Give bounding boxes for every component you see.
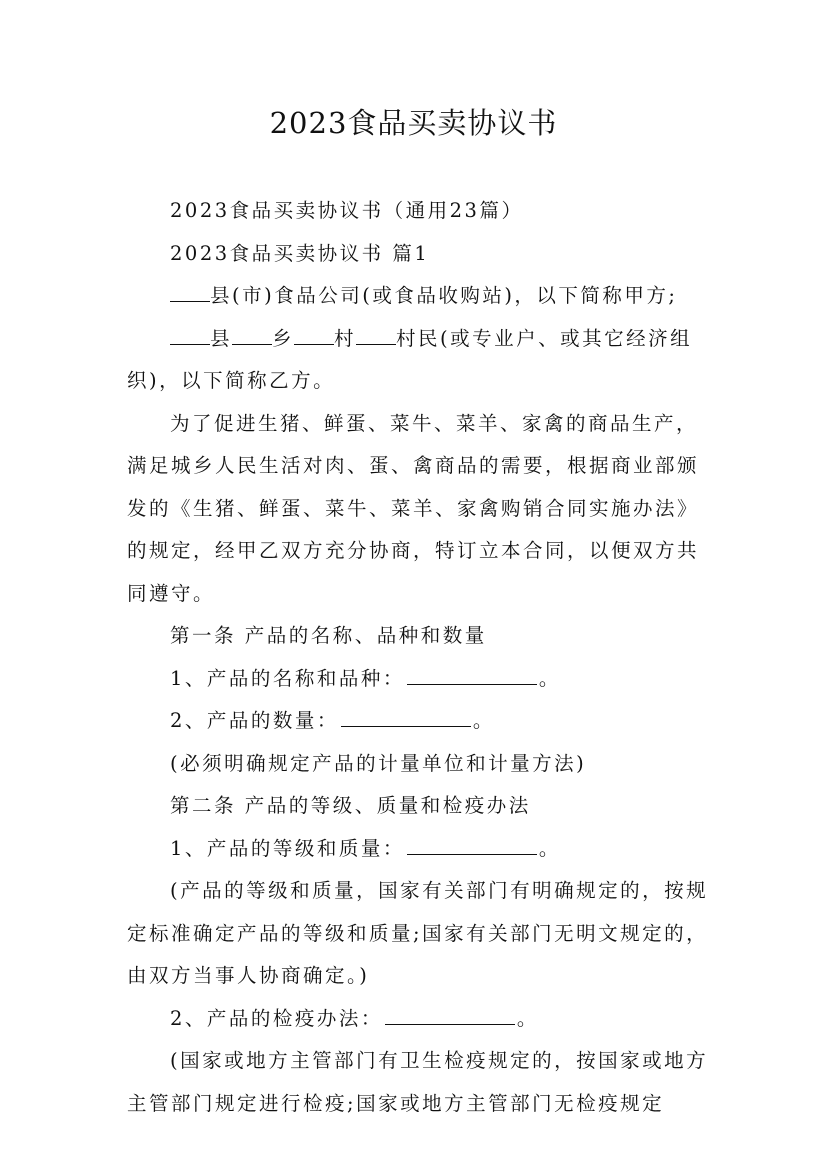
item-label: 2、产品的检疫办法：: [170, 1006, 383, 1030]
article-1-item-1: [127, 658, 717, 701]
period: 。: [472, 709, 495, 732]
article-1-note: (必须明确规定产品的计量单位和计量方法): [170, 751, 587, 775]
item-label: 2、产品的数量：: [170, 709, 339, 732]
party-b-village: 村: [334, 326, 357, 350]
article-2-heading: 第二条 产品的等级、质量和检疫办法: [170, 794, 531, 817]
party-b-text: 村民(或专业户、或其它经济组织)，以下简称乙方。: [127, 326, 693, 392]
period: 。: [538, 836, 561, 860]
blank-field: [407, 666, 537, 685]
blank-field: [294, 326, 334, 345]
part-heading: 2023食品买卖协议书 篇1: [170, 241, 430, 265]
article-1-item-2: [127, 700, 717, 743]
party-a-line: [127, 275, 717, 318]
party-b-line: [127, 318, 717, 403]
item-label: 1、产品的等级和质量：: [170, 836, 405, 860]
article-2-item-2: [127, 998, 717, 1041]
article-2-note-1: (产品的等级和质量，国家有关部门有明确规定的，按规定标准确定产品的等级和质量;国家有关部门无明文规定的，由双方当事人协商确定。): [127, 879, 709, 987]
blank-field: [356, 326, 396, 345]
party-b-county: 县: [210, 326, 233, 350]
article-1-heading: 第一条 产品的名称、品种和数量: [170, 624, 487, 647]
document-title: 2023食品买卖协议书: [269, 106, 558, 140]
blank-field: [341, 708, 471, 727]
document-body: [127, 190, 717, 1125]
party-a-text: 县(市)食品公司(或食品收购站)，以下简称甲方;: [210, 284, 678, 307]
period: 。: [516, 1006, 539, 1030]
article-2-note-2: (国家或地方主管部门有卫生检疫规定的，按国家或地方主管部门规定进行检疫;国家或地方主管部门无检疫规定: [127, 1049, 709, 1115]
subtitle-line: 2023食品买卖协议书（通用23篇）: [170, 199, 524, 222]
blank-field: [407, 836, 537, 855]
blank-field: [170, 283, 210, 302]
purpose-paragraph: 为了促进生猪、鲜蛋、菜牛、菜羊、家禽的商品生产，满足城乡人民生活对肉、蛋、禽商品的需要，根据商业部颁发的《生猪、鲜蛋、菜牛、菜羊、家禽购销合同实施办法》的规定，经甲乙双方充分协商，特订立本合同，以便双方共同遵守。: [127, 411, 700, 605]
blank-field: [385, 1006, 515, 1025]
blank-field: [232, 326, 272, 345]
party-b-township: 乡: [272, 326, 295, 350]
period: 。: [538, 666, 561, 690]
article-2-item-1: [127, 828, 717, 871]
item-label: 1、产品的名称和品种：: [170, 666, 405, 690]
blank-field: [170, 326, 210, 345]
